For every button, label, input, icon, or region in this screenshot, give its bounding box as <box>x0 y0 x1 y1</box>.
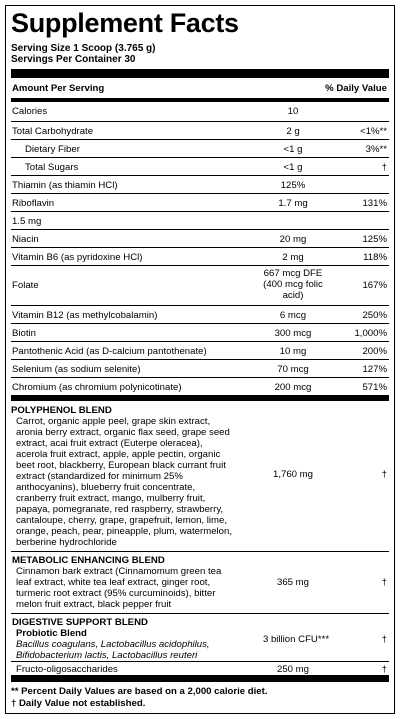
ingredient-line: beet root, blackberry, European black currant fruit <box>16 460 226 471</box>
nutrient-row <box>11 341 389 359</box>
blend-title: POLYPHENOL BLEND <box>11 405 112 416</box>
ingredient-line: extract, acai fruit extract (Euterpe oleracea), <box>16 438 203 449</box>
probiotic-dv: † <box>381 634 387 645</box>
blend-dv: † <box>381 469 387 480</box>
footnote-dagger: † Daily Value not established. <box>11 698 146 709</box>
nutrient-row <box>11 139 389 157</box>
nutrient-amount: 2 mg <box>282 252 304 263</box>
ingredient-line: Cinnamon bark extract (Cinnamomum green tea <box>16 566 222 577</box>
nutrient-amount: 10 mg <box>279 346 307 357</box>
nutrient-name: Chromium (as chromium polynicotinate) <box>12 382 182 393</box>
fructo-row <box>11 661 389 675</box>
nutrient-row <box>11 377 389 395</box>
ingredient-line: Bifidobacterium lactis, Lactobacillus reuteri <box>16 650 198 661</box>
nutrient-row <box>11 323 389 341</box>
amount-per-serving-label: Amount Per Serving <box>12 83 105 94</box>
fructo-amount: 250 mg <box>277 664 309 675</box>
nutrient-dv: 3%** <box>365 144 387 155</box>
panel-title: Supplement Facts <box>11 8 239 38</box>
nutrient-row <box>11 229 389 247</box>
blend-amount: 365 mg <box>277 577 309 588</box>
nutrient-amount-line: acid) <box>282 290 304 301</box>
probiotic-ingredients <box>11 639 256 661</box>
ingredient-line: papaya, pomegranate, red raspberry, strawberry, <box>16 504 224 515</box>
nutrient-amount: 200 mcg <box>274 382 312 393</box>
nutrient-amount: 6 mcg <box>279 310 307 321</box>
nutrient-dv: <1%** <box>360 126 387 137</box>
nutrient-row <box>11 102 389 121</box>
blend-title: DIGESTIVE SUPPORT BLEND <box>12 617 148 628</box>
nutrient-dv: 200% <box>362 346 387 357</box>
nutrient-name: Niacin <box>12 234 39 245</box>
blend-amount: 1,760 mg <box>272 469 313 480</box>
nutrient-dv: 1,000% <box>354 328 387 339</box>
nutrient-name: 1.5 mg <box>12 216 42 227</box>
nutrient-row <box>11 157 389 175</box>
nutrient-dv: 125% <box>362 234 387 245</box>
blend-title: METABOLIC ENHANCING BLEND <box>12 555 165 566</box>
nutrient-amount-line: 667 mcg DFE <box>263 268 323 279</box>
ingredient-line: acerola fruit extract, apple, apple pectin, organic <box>16 449 221 460</box>
nutrient-dv: 167% <box>362 280 387 291</box>
nutrient-row <box>11 359 389 377</box>
ingredient-line: turmeric root extract (95% curcuminoids), bitter <box>16 588 216 599</box>
nutrient-row <box>11 121 389 139</box>
nutrient-dv: 127% <box>362 364 387 375</box>
nutrient-name: Vitamin B6 (as pyridoxine HCl) <box>12 252 143 263</box>
nutrient-amount: <1 g <box>283 162 303 173</box>
nutrient-amount: 10 <box>287 106 299 117</box>
nutrient-row <box>11 265 389 305</box>
nutrient-row <box>11 175 389 193</box>
nutrient-name: Vitamin B12 (as methylcobalamin) <box>12 310 158 321</box>
probiotic-title: Probiotic Blend <box>16 628 87 639</box>
thick-divider <box>11 69 389 78</box>
nutrient-row <box>11 193 389 211</box>
nutrient-name: Calories <box>12 106 48 117</box>
metabolic-blend <box>11 551 389 613</box>
table-header <box>11 78 389 98</box>
nutrient-amount-line: (400 mcg folic <box>263 279 323 290</box>
blend-ingredients <box>11 566 256 610</box>
fructo-dv: † <box>381 664 387 675</box>
footer-divider <box>11 675 389 682</box>
serving-size: Serving Size 1 Scoop (3.765 g) <box>11 43 156 54</box>
ingredient-line: leaf extract, white tea leaf extract, ginger root, <box>16 577 211 588</box>
nutrient-name: Dietary Fiber <box>25 144 80 155</box>
nutrient-dv: † <box>381 162 387 173</box>
blend-ingredients <box>11 416 256 548</box>
nutrient-amount: <1 g <box>283 144 303 155</box>
nutrient-name: Riboflavin <box>12 198 55 209</box>
nutrient-name: Selenium (as sodium selenite) <box>12 364 141 375</box>
ingredient-line: aronia berry extract, organic flax seed, grape seed <box>16 427 230 438</box>
nutrient-amount <box>251 268 335 301</box>
digestive-blend <box>11 613 389 661</box>
nutrient-dv: 250% <box>362 310 387 321</box>
nutrient-dv: 571% <box>362 382 387 393</box>
nutrient-name: Pantothenic Acid (as D-calcium pantothenate) <box>12 346 207 357</box>
ingredient-line: Bacillus coagulans, Lactobacillus acidophilus, <box>16 639 210 650</box>
nutrient-name: Total Sugars <box>25 162 79 173</box>
footnote-dv: ** Percent Daily Values are based on a 2,000 calorie diet. <box>11 686 268 697</box>
probiotic-amount: 3 billion CFU*** <box>262 634 330 645</box>
nutrient-amount: 20 mg <box>279 234 307 245</box>
nutrient-dv: 131% <box>362 198 387 209</box>
nutrient-row <box>11 247 389 265</box>
ingredient-line: anthocyanins), blueberry fruit concentrate, <box>16 482 196 493</box>
nutrient-dv: 118% <box>363 252 387 263</box>
servings-per-container: Servings Per Container 30 <box>11 54 136 65</box>
ingredient-line: berberine hydrochloride <box>16 537 117 548</box>
daily-value-label: % Daily Value <box>325 83 387 94</box>
blend-dv: † <box>381 577 387 588</box>
nutrient-amount: 125% <box>280 180 306 191</box>
nutrient-amount: 1.7 mg <box>278 198 308 209</box>
fructo-name: Fructo-oligosaccharides <box>16 664 118 675</box>
ingredient-line: cantaloupe, cherry, grape, grapefruit, lemon, lime, <box>16 515 227 526</box>
nutrient-amount: 300 mcg <box>274 328 312 339</box>
nutrient-row <box>11 305 389 323</box>
nutrient-amount: 2 g <box>286 126 300 137</box>
nutrient-name: Biotin <box>12 328 36 339</box>
nutrient-amount: 70 mcg <box>277 364 309 375</box>
nutrient-name: Total Carbohydrate <box>12 126 94 137</box>
ingredient-line: Carrot, organic apple peel, grape skin extract, <box>16 416 211 427</box>
ingredient-line: cranberry fruit extract, mango, mulberry fruit, <box>16 493 206 504</box>
nutrient-row <box>11 211 389 229</box>
ingredient-line: melon fruit extract, black pepper fruit <box>16 599 172 610</box>
ingredient-line: orange, peach, pear, pineapple, plum, watermelon, <box>16 526 232 537</box>
nutrient-name: Thiamin (as thiamin HCl) <box>12 180 118 191</box>
polyphenol-blend <box>11 401 389 551</box>
ingredient-line: extract (standardized for minimum 25% <box>16 471 183 482</box>
nutrient-name: Folate <box>12 280 39 291</box>
supplement-facts-panel <box>5 5 395 714</box>
